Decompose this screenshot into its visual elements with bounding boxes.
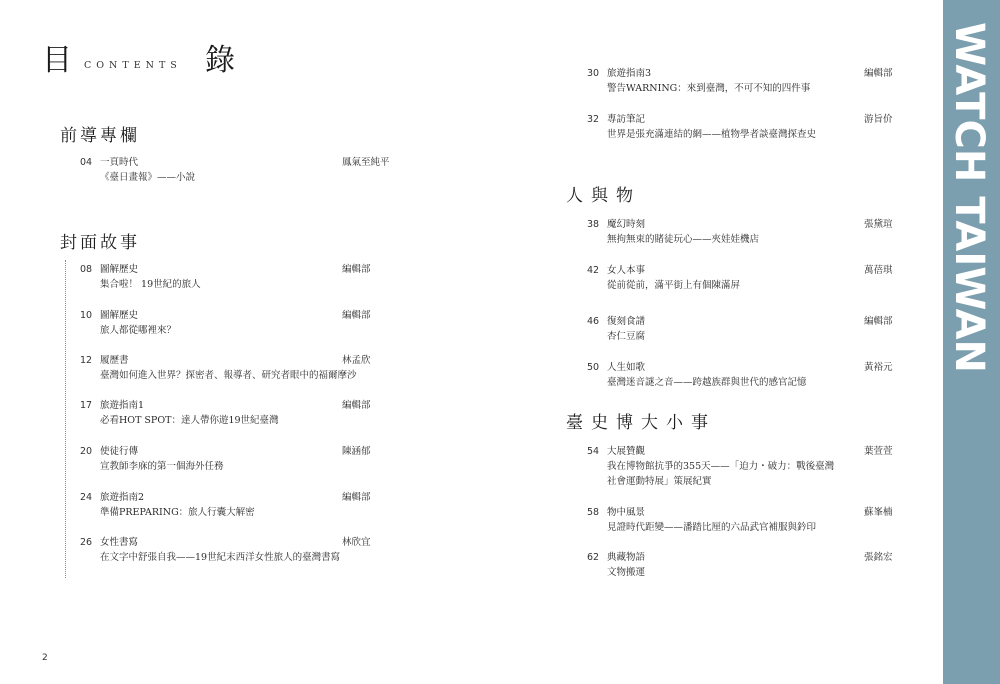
entry-page-number: 24 bbox=[80, 492, 93, 503]
entry-column: 典藏物語 bbox=[607, 552, 646, 563]
entry-description: 臺灣迷音謎之音——跨越族群與世代的感官記憶 bbox=[607, 377, 807, 388]
list-item bbox=[80, 262, 410, 294]
list-item bbox=[80, 308, 410, 340]
entry-author: 編輯部 bbox=[864, 316, 893, 327]
entry-column: 女人本事 bbox=[607, 265, 646, 276]
entry-author: 萬蓓琪 bbox=[864, 265, 893, 276]
entry-column: 旅遊指南1 bbox=[100, 400, 145, 411]
entry-author: 游旨价 bbox=[864, 114, 893, 125]
entry-column: 圖解歷史 bbox=[100, 264, 139, 275]
entry-description: 從前從前，滿平街上有個陳滿屏 bbox=[607, 280, 741, 291]
entry-author: 鳳氣至純平 bbox=[342, 157, 390, 168]
section-heading-intro: 前導專欄 bbox=[60, 126, 140, 146]
entry-description: 在文字中舒張自我——19世紀末西洋女性旅人的臺灣書寫 bbox=[100, 552, 341, 563]
entry-description: 旅人都從哪裡來？ bbox=[100, 325, 177, 336]
title-right-char: 錄 bbox=[205, 43, 235, 78]
entry-page-number: 50 bbox=[587, 362, 600, 373]
list-item bbox=[80, 490, 410, 522]
entry-page-number: 38 bbox=[587, 219, 600, 230]
list-item bbox=[80, 155, 410, 187]
list-item bbox=[80, 535, 410, 567]
entry-author: 黃裕元 bbox=[864, 362, 893, 373]
list-item bbox=[80, 353, 410, 385]
entry-column: 履歷書 bbox=[100, 355, 129, 366]
entry-author: 林孟欣 bbox=[342, 355, 371, 366]
entry-column: 使徒行傳 bbox=[100, 446, 139, 457]
entry-description: 集合啦！ 19世紀的旅人 bbox=[100, 279, 201, 290]
list-item bbox=[80, 398, 410, 430]
entry-column: 魔幻時刻 bbox=[607, 219, 646, 230]
entry-column: 物中風景 bbox=[607, 507, 646, 518]
entry-description: 《臺日畫報》——小說 bbox=[100, 172, 196, 183]
page-number: 2 bbox=[42, 653, 48, 663]
brand-sidebar bbox=[943, 0, 1000, 684]
entry-column: 專訪筆記 bbox=[607, 114, 646, 125]
list-item bbox=[587, 444, 907, 492]
entry-column: 旅遊指南2 bbox=[100, 492, 145, 503]
entry-page-number: 46 bbox=[587, 316, 600, 327]
brand-title: WATCH TAIWAN bbox=[946, 22, 992, 373]
section-heading-museum: 臺史博大小事 bbox=[566, 413, 716, 433]
entry-page-number: 58 bbox=[587, 507, 600, 518]
entry-page-number: 08 bbox=[80, 264, 93, 275]
entry-description: 杏仁豆腐 bbox=[607, 331, 646, 342]
entry-page-number: 20 bbox=[80, 446, 93, 457]
entry-description: 世界是張充滿連結的網——植物學者談臺灣探查史 bbox=[607, 129, 817, 140]
entry-column: 女性書寫 bbox=[100, 537, 139, 548]
title-contents: CONTENTS bbox=[84, 60, 182, 71]
entry-author: 編輯部 bbox=[342, 310, 371, 321]
list-item bbox=[587, 263, 907, 295]
entry-page-number: 17 bbox=[80, 400, 93, 411]
entry-page-number: 54 bbox=[587, 446, 600, 457]
entry-page-number: 10 bbox=[80, 310, 93, 321]
entry-description-line2: 社會運動特展」策展紀實 bbox=[607, 476, 712, 487]
entry-author: 編輯部 bbox=[342, 264, 371, 275]
entry-description: 無拘無束的賭徒玩心——夾娃娃機店 bbox=[607, 234, 760, 245]
entry-description: 見證時代距變——潘踏比厘的六品武官補服與鈐印 bbox=[607, 522, 817, 533]
entry-description: 文物搬運 bbox=[607, 567, 646, 578]
list-item bbox=[587, 112, 907, 144]
list-item bbox=[587, 314, 907, 346]
entry-page-number: 04 bbox=[80, 157, 93, 168]
list-item bbox=[80, 444, 410, 476]
entry-description: 警告WARNING：來到臺灣，不可不知的四件事 bbox=[607, 83, 811, 94]
entry-author: 葉萱萱 bbox=[864, 446, 893, 457]
entry-author: 編輯部 bbox=[342, 400, 371, 411]
entry-page-number: 32 bbox=[587, 114, 600, 125]
entry-description: 必看HOT SPOT：達人帶你遊19世紀臺灣 bbox=[100, 415, 279, 426]
entry-page-number: 12 bbox=[80, 355, 93, 366]
list-item bbox=[587, 217, 907, 249]
entry-column: 一頁時代 bbox=[100, 157, 139, 168]
list-item bbox=[587, 505, 907, 537]
entry-column: 復刻食譜 bbox=[607, 316, 646, 327]
entry-page-number: 30 bbox=[587, 68, 600, 79]
entry-page-number: 26 bbox=[80, 537, 93, 548]
entry-author: 蘇峯楠 bbox=[864, 507, 893, 518]
entry-author: 張銘宏 bbox=[864, 552, 893, 563]
entry-author: 張黛瑄 bbox=[864, 219, 893, 230]
title-left-char: 目 bbox=[42, 43, 72, 78]
entry-author: 編輯部 bbox=[342, 492, 371, 503]
entry-author: 林欣宜 bbox=[342, 537, 371, 548]
entry-column: 人生如歌 bbox=[607, 362, 646, 373]
entry-description: 臺灣如何進入世界？探密者、報導者、研究者眼中的福爾摩沙 bbox=[100, 370, 357, 381]
entry-column: 大展贊觀 bbox=[607, 446, 646, 457]
entry-page-number: 42 bbox=[587, 265, 600, 276]
entry-author: 編輯部 bbox=[864, 68, 893, 79]
list-item bbox=[587, 360, 907, 392]
entry-page-number: 62 bbox=[587, 552, 600, 563]
section-heading-cover: 封面故事 bbox=[60, 233, 140, 253]
list-item bbox=[587, 550, 907, 582]
entry-author: 陳涵郁 bbox=[342, 446, 371, 457]
section-heading-people: 人與物 bbox=[566, 186, 641, 206]
entry-column: 旅遊指南3 bbox=[607, 68, 652, 79]
entry-description: 我在博物館抗爭的355天——「迫力・破力：戰後臺灣 bbox=[607, 461, 835, 472]
list-item bbox=[587, 66, 907, 98]
entry-column: 圖解歷史 bbox=[100, 310, 139, 321]
entry-description: 準備PREPARING：旅人行囊大解密 bbox=[100, 507, 255, 518]
entry-description: 宣教師李庥的第一個海外任務 bbox=[100, 461, 224, 472]
